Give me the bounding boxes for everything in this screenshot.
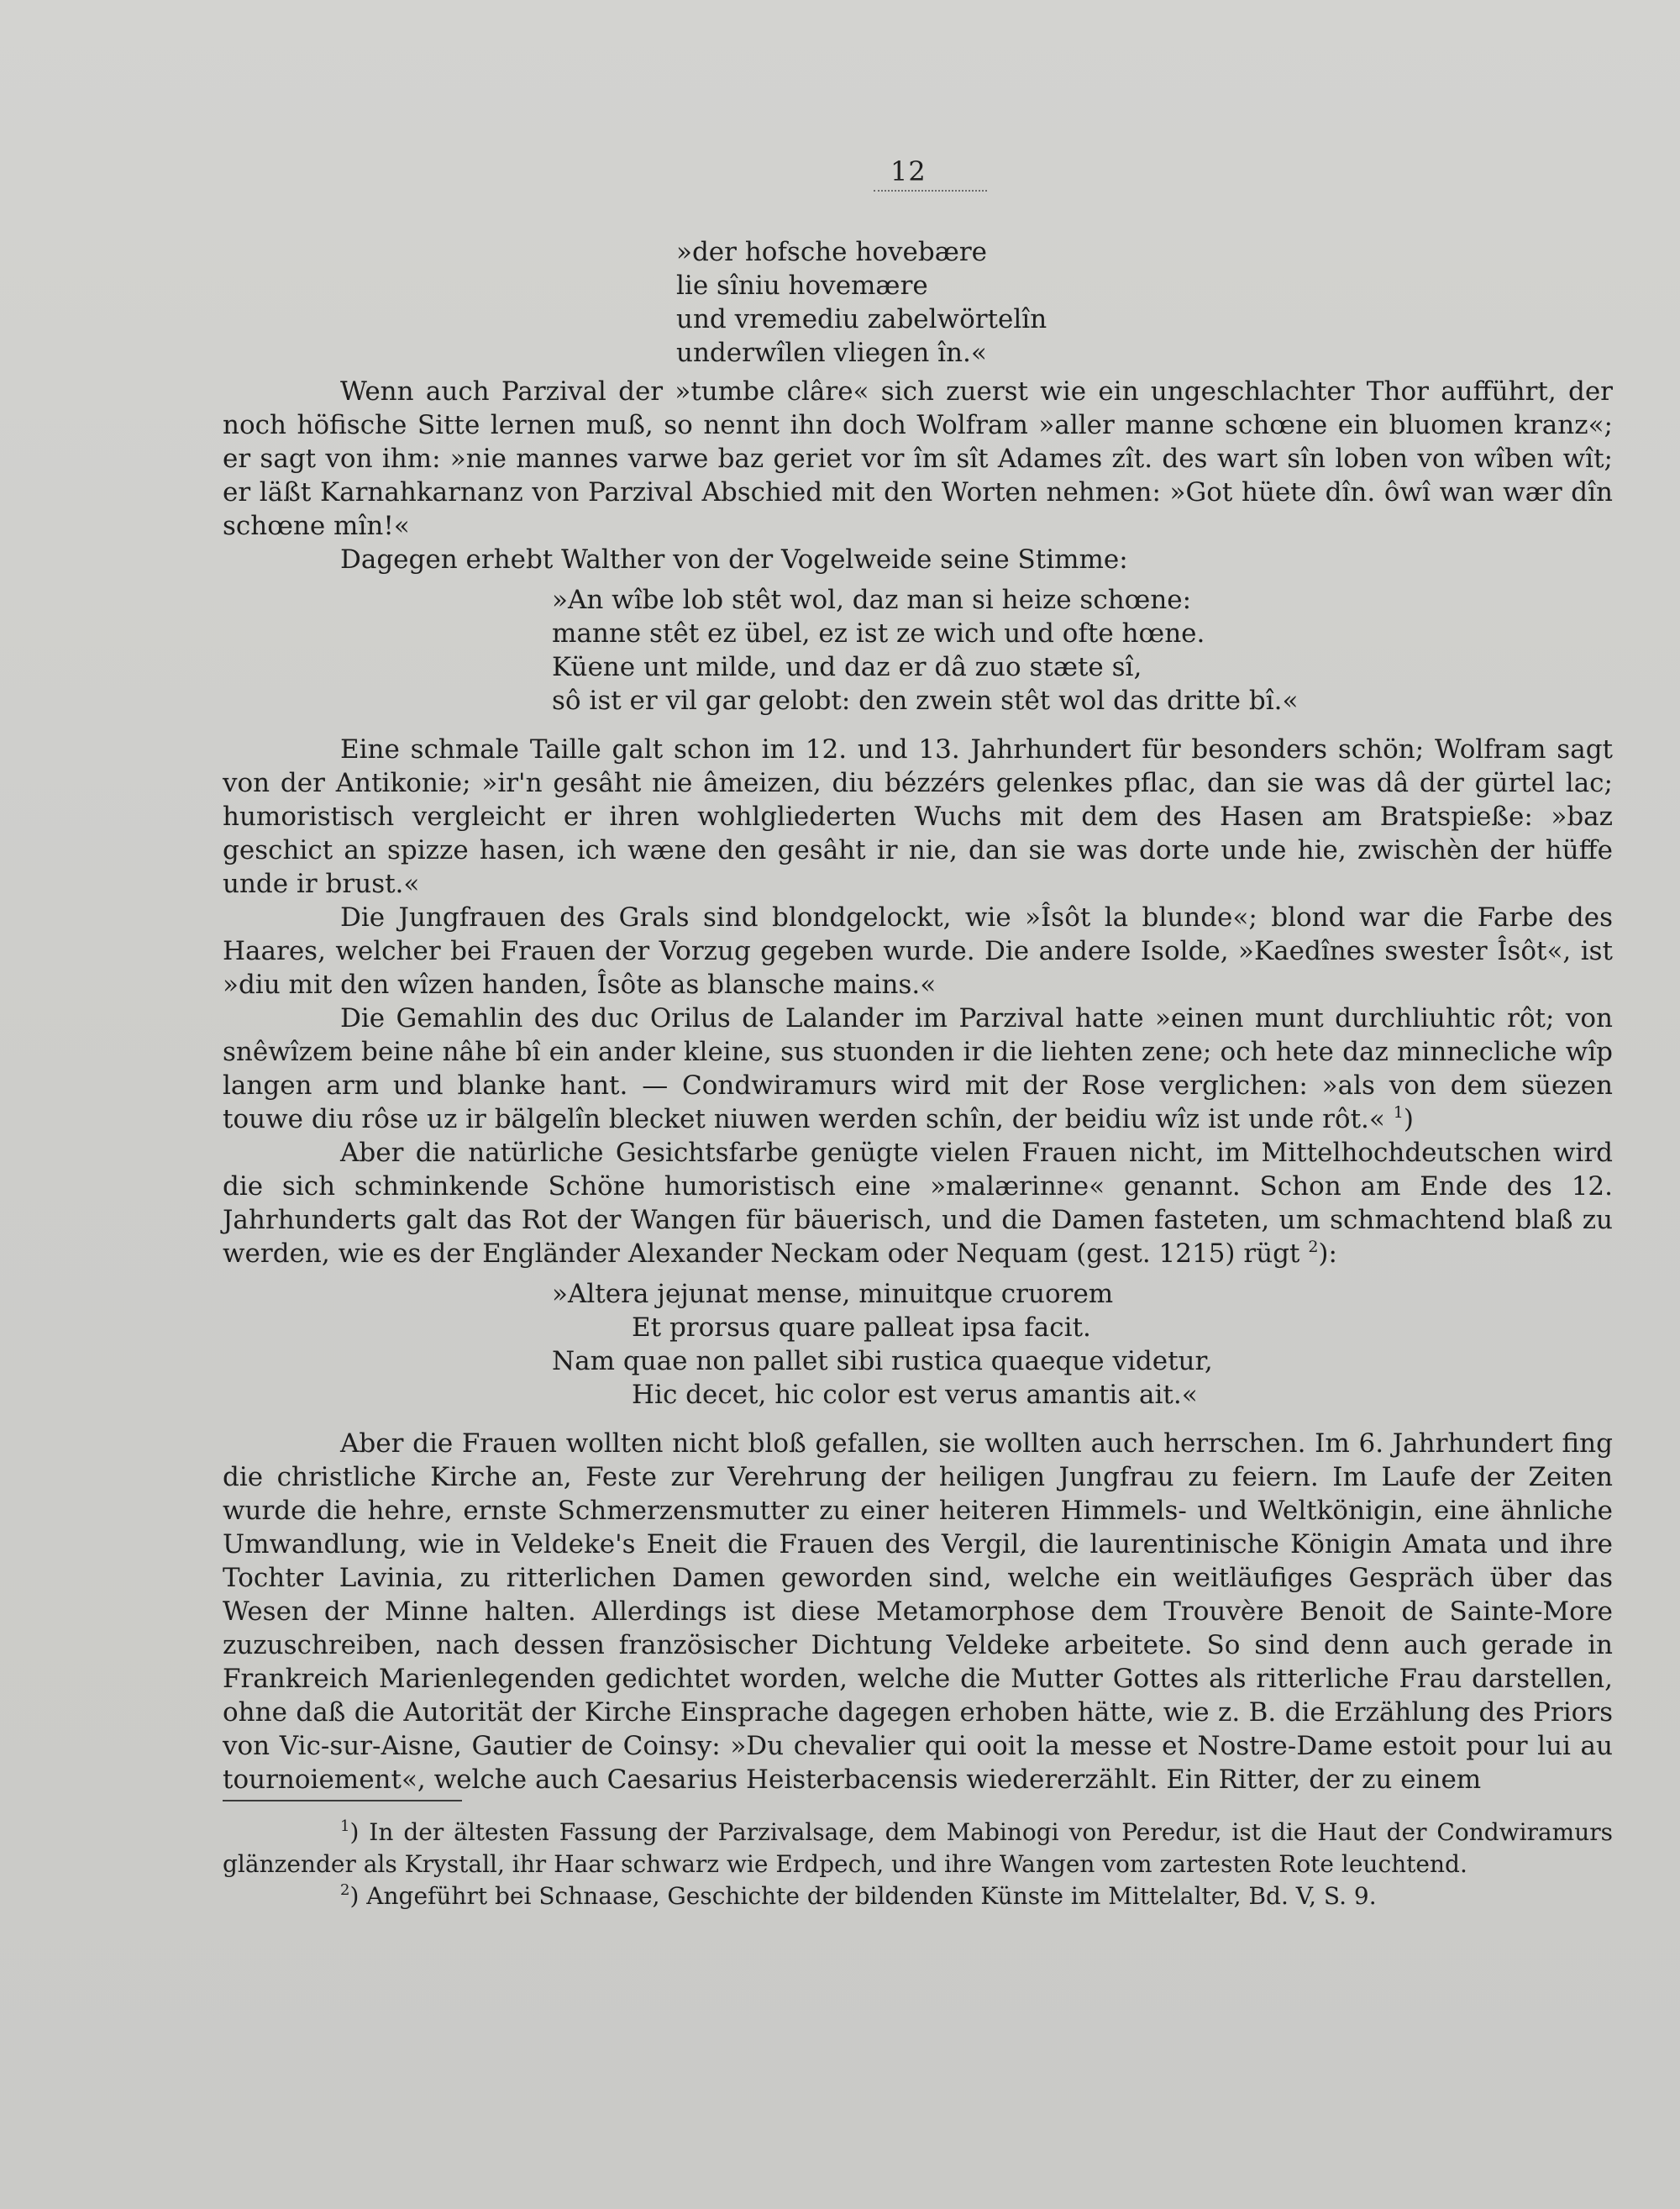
verse-line: underwîlen vliegen în.« — [676, 338, 987, 368]
footnote-ref: 1 — [1393, 1103, 1404, 1122]
verse-line: und vremediu zabelwörtelîn — [676, 304, 1047, 334]
verse-line: Et prorsus quare palleat ipsa facit. — [632, 1312, 1091, 1343]
footnote-divider — [223, 1800, 462, 1801]
footnote-text: ) Angeführt bei Schnaase, Geschichte der bildenden Künste im Mittelalter, Bd. V, S. 9. — [349, 1882, 1377, 1910]
verse-line: »der hofsche hovebære — [676, 237, 988, 267]
verse-line: lie sîniu hovemære — [676, 271, 928, 301]
footnote-ref: 2 — [1308, 1238, 1319, 1256]
footnote — [223, 1880, 1613, 1912]
footnote-number: 1 — [340, 1817, 350, 1835]
verse-quote-walther — [552, 583, 1613, 718]
verse-quote-hovebaere — [676, 235, 1613, 370]
paragraph-walther-intro: Dagegen erhebt Walther von der Vogelweide seine Stimme: — [340, 544, 1128, 575]
verse-line: Nam quae non pallet sibi rustica quaeque videtur, — [552, 1346, 1213, 1376]
paragraph-parzival: Wenn auch Parzival der »tumbe clâre« sich zuerst wie ein ungeschlachter Thor aufführt, der noch höfische Sitte lernen muß, so nennt ihn doch Wolfram »aller manne schœne ein bluomen kranz«; er sagt von ihm: »nie mannes varwe baz geriet vor îm sît Adames zît. des wart sîn loben von wîben wît; er läßt Karnahkarnanz von Parzival Abschied mit den Worten nehmen: »Got hüete dîn. ôwî wan wær dîn schœne mîn!« — [223, 376, 1613, 541]
paragraph-gral-jungfrauen: Die Jungfrauen des Grals sind blondgelockt, wie »Îsôt la blunde«; blond war die Farbe des Haares, welcher bei Frauen der Vorzug gegeben wurde. Die andere Isolde, »Kaedînes swester Îsôt«, ist »diu mit den wîzen handen, Îsôte as blansche mains.« — [223, 902, 1613, 1000]
paragraph-gesichtsfarbe — [223, 1136, 1613, 1270]
footnotes — [223, 1817, 1613, 1912]
page-number-ornament — [874, 190, 987, 192]
verse-line: »Altera jejunat mense, minuitque cruorem — [552, 1279, 1114, 1309]
footnote — [223, 1817, 1613, 1880]
paragraph-text: Die Gemahlin des duc Orilus de Lalander im Parzival hatte »einen munt durchliuhtic rôt; von snêwîzem beine nâhe bî ein ander kleine, sus stuonden ir die liehten zene; och hete daz minnecliche wîp langen arm und blanke hant. — Condwiramurs wird mit der Rose verglichen: »als von dem süezen touwe diu rôse uz ir bälgelîn blecket niuwen werden schîn, der beidiu wîz ist unde rôt.« — [223, 1003, 1613, 1134]
verse-line: manne stêt ez übel, ez ist ze wich und ofte hœne. — [552, 618, 1205, 649]
verse-line: Hic decet, hic color est verus amantis ait.« — [632, 1380, 1198, 1410]
page-number: 12 — [890, 155, 927, 187]
paragraph-text-end: ): — [1318, 1239, 1337, 1269]
footnote-number: 2 — [340, 1881, 350, 1899]
verse-line: sô ist er vil gar gelobt: den zwein stêt wol das dritte bî.« — [552, 686, 1299, 716]
footnote-text: ) In der ältesten Fassung der Parzivalsage, dem Mabinogi von Peredur, ist die Haut der Condwiramurs glänzender als Krystall, ihr Haar schwarz wie Erdpech, und ihre Wangen vom zartesten Rote leuchtend. — [223, 1818, 1613, 1878]
body-text — [223, 235, 1613, 1912]
verse-quote-neckam — [552, 1277, 1613, 1412]
paragraph-taille: Eine schmale Taille galt schon im 12. und 13. Jahrhundert für besonders schön; Wolfram sagt von der Antikonie; »ir'n gesâht nie âmeizen, diu bézzérs gelenkes pflac, dan sie was dâ der gürtel lac; humoristisch vergleicht er ihren wohlgliederten Wuchs mit dem des Hasen am Bratspieße: »baz geschict an spizze hasen, ich wæne den gesâht ir nie, dan sie was dorte unde hie, zwischèn der hüffe unde ir brust.« — [223, 734, 1613, 899]
paragraph-orilus: Die Gemahlin des duc Orilus de Lalander im Parzival hatte »einen munt durchliuhtic rôt; von snêwîzem beine nâhe bî ein ander kleine, sus stuonden ir die liehten zene; och hete daz minnecliche wîp langen arm und blanke hant. — Condwiramurs wird mit der Rose verglichen: »als von dem süezen touwe diu rôse uz ir bälgelîn blecket niuwen werden schîn, der beidiu wîz ist unde rôt.« $^1$) — [223, 1003, 1613, 1134]
verse-line: Küene unt milde, und daz er dâ zuo stæte sî, — [552, 652, 1142, 682]
paragraph-text: Aber die natürliche Gesichtsfarbe genügte vielen Frauen nicht, im Mittelhochdeutschen wird die sich schminkende Schöne humoristisch eine »malærinne« genannt. Schon am Ende des 12. Jahrhunderts galt das Rot der Wangen für bäuerisch, und die Damen fasteten, um schmachtend blaß zu werden, wie es der Engländer Alexander Neckam oder Nequam (gest. 1215) rügt — [223, 1138, 1613, 1269]
verse-line: »An wîbe lob stêt wol, daz man si heize schœne: — [552, 585, 1192, 615]
paragraph-herrschen: Aber die Frauen wollten nicht bloß gefallen, sie wollten auch herrschen. Im 6. Jahrhundert fing die christliche Kirche an, Feste zur Verehrung der heiligen Jungfrau zu feiern. Im Laufe der Zeiten wurde die hehre, ernste Schmerzensmutter zu einer heiteren Himmels- und Weltkönigin, eine ähnliche Umwandlung, wie in Veldeke's Eneit die Frauen des Vergil, die laurentinische Königin Amata und ihre Tochter Lavinia, zu ritterlichen Damen geworden sind, welche ein weitläufiges Gespräch über das Wesen der Minne halten. Allerdings ist diese Metamorphose dem Trouvère Benoit de Sainte-More zuzuschreiben, nach dessen französischer Dichtung Veldeke arbeitete. So sind denn auch gerade in Frankreich Marienlegenden gedichtet worden, welche die Mutter Gottes als ritterliche Frau darstellen, ohne daß die Autorität der Kirche Einsprache dagegen erhoben hätte, wie z. B. die Erzählung des Priors von Vic-sur-Aisne, Gautier de Coinsy: »Du chevalier qui ooit la messe et Nostre-Dame estoit pour lui au tournoiement«, welche auch Caesarius Heisterbacensis wiedererzählt. Ein Ritter, der zu einem — [223, 1428, 1613, 1795]
